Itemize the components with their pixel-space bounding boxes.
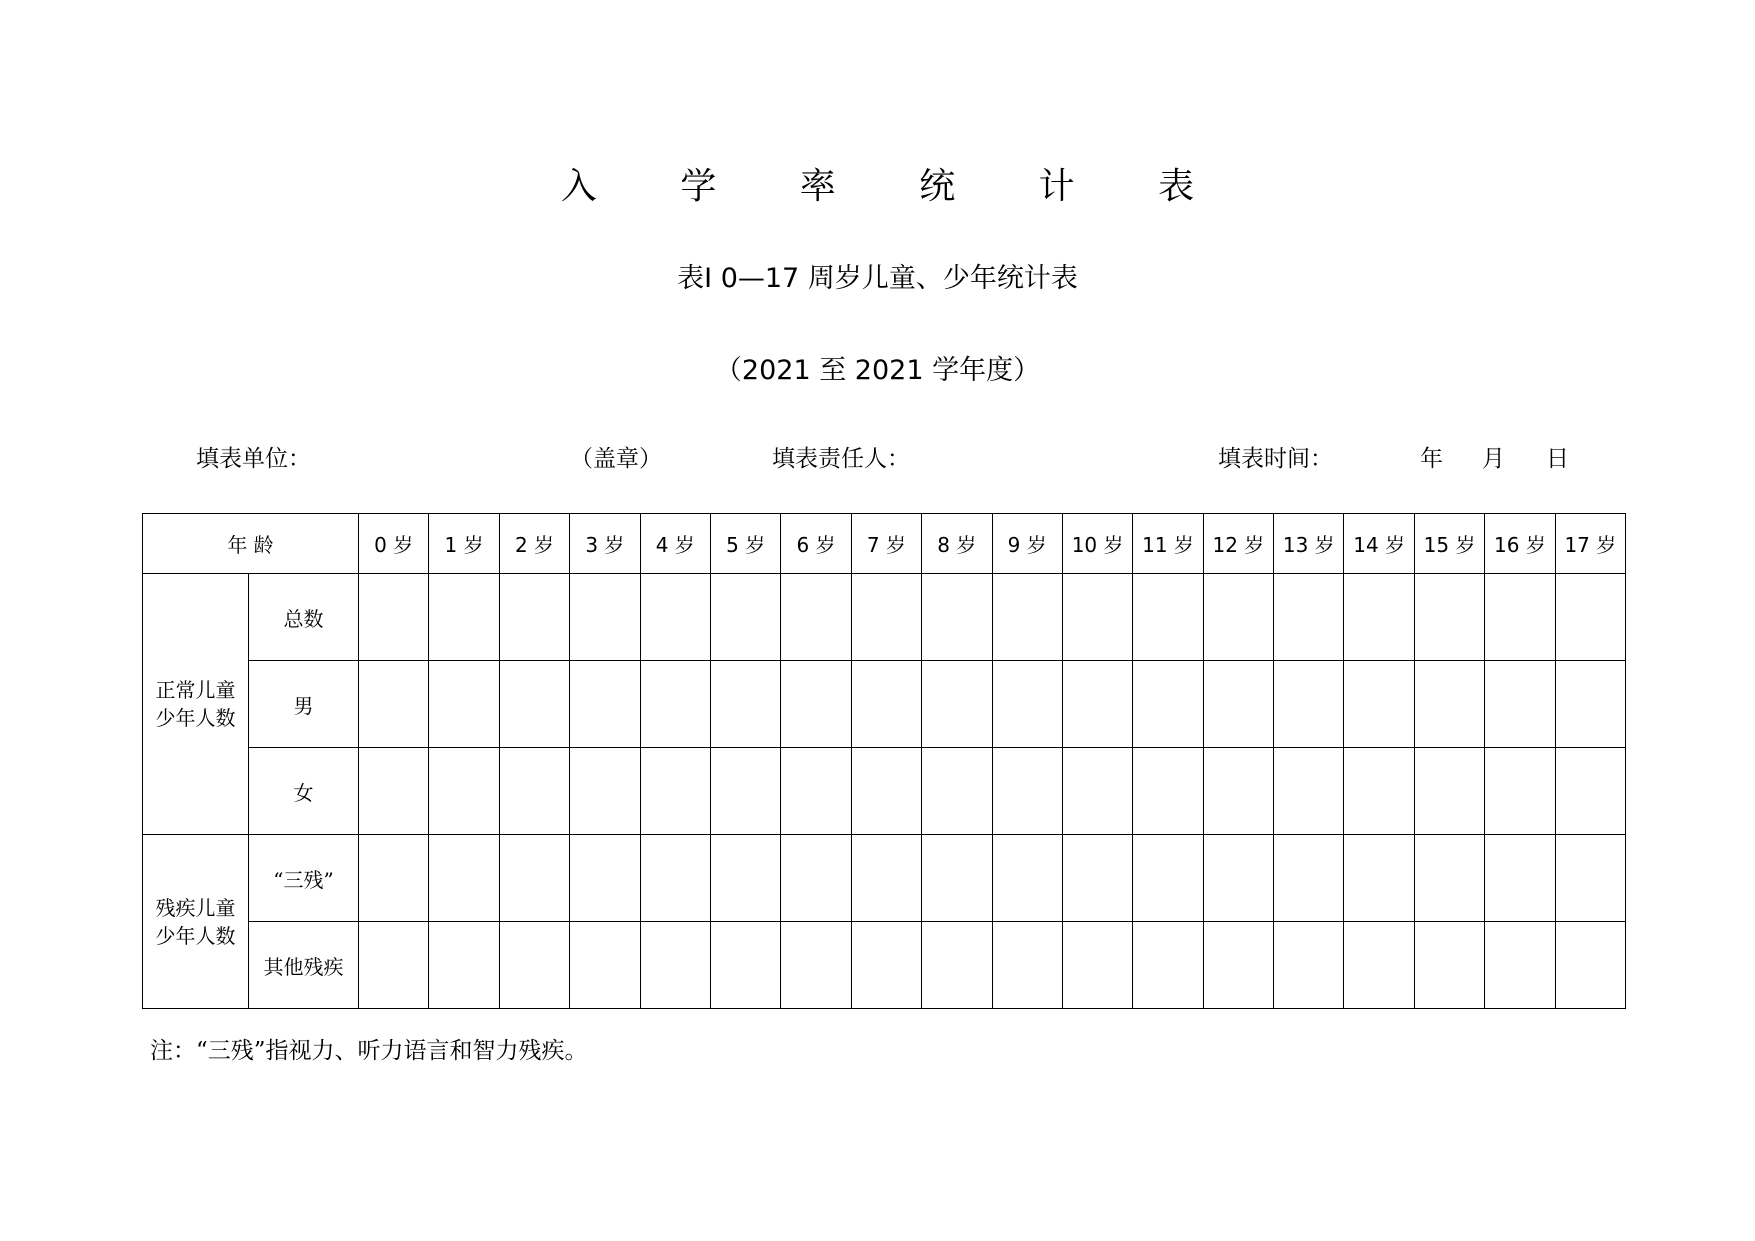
data-cell[interactable] xyxy=(992,835,1062,922)
data-cell[interactable] xyxy=(992,574,1062,661)
row-label: 女 xyxy=(249,748,359,835)
data-cell[interactable] xyxy=(1274,922,1344,1009)
age-column-header: 10 岁 xyxy=(1062,514,1132,574)
table-row xyxy=(143,661,1626,748)
data-cell[interactable] xyxy=(851,661,921,748)
data-cell[interactable] xyxy=(1133,661,1203,748)
data-cell[interactable] xyxy=(1062,835,1132,922)
data-cell[interactable] xyxy=(1414,748,1484,835)
data-cell[interactable] xyxy=(359,748,429,835)
data-cell[interactable] xyxy=(1344,574,1414,661)
data-cell[interactable] xyxy=(1062,922,1132,1009)
data-cell[interactable] xyxy=(710,922,780,1009)
data-cell[interactable] xyxy=(640,574,710,661)
data-cell[interactable] xyxy=(992,748,1062,835)
data-cell[interactable] xyxy=(710,661,780,748)
data-cell[interactable] xyxy=(359,661,429,748)
data-cell[interactable] xyxy=(1414,835,1484,922)
table-row xyxy=(143,748,1626,835)
data-cell[interactable] xyxy=(570,922,640,1009)
data-cell[interactable] xyxy=(781,661,851,748)
age-header-row xyxy=(143,514,1626,574)
data-cell[interactable] xyxy=(851,748,921,835)
data-cell[interactable] xyxy=(1133,922,1203,1009)
data-cell[interactable] xyxy=(1555,835,1625,922)
data-cell[interactable] xyxy=(922,661,992,748)
data-cell[interactable] xyxy=(1414,922,1484,1009)
data-cell[interactable] xyxy=(1344,748,1414,835)
data-cell[interactable] xyxy=(1133,748,1203,835)
group-label-line1: 残疾儿童 xyxy=(155,895,236,920)
data-cell[interactable] xyxy=(1062,661,1132,748)
data-cell[interactable] xyxy=(640,661,710,748)
data-cell[interactable] xyxy=(1555,922,1625,1009)
data-cell[interactable] xyxy=(1203,922,1273,1009)
data-cell[interactable] xyxy=(710,748,780,835)
data-cell[interactable] xyxy=(359,574,429,661)
data-cell[interactable] xyxy=(499,922,569,1009)
row-label: 男 xyxy=(249,661,359,748)
fill-year-label: 年 xyxy=(1420,446,1443,472)
age-column-header: 16 岁 xyxy=(1485,514,1555,574)
table-row xyxy=(143,574,1626,661)
data-cell[interactable] xyxy=(640,748,710,835)
age-column-header: 5 岁 xyxy=(710,514,780,574)
age-header: 年 龄 xyxy=(143,514,359,574)
row-label: “三残” xyxy=(249,835,359,922)
statistics-table xyxy=(142,513,1626,1009)
data-cell[interactable] xyxy=(1274,748,1344,835)
data-cell[interactable] xyxy=(851,922,921,1009)
age-column-header: 1 岁 xyxy=(429,514,499,574)
data-cell[interactable] xyxy=(359,922,429,1009)
data-cell[interactable] xyxy=(781,574,851,661)
data-cell[interactable] xyxy=(710,574,780,661)
data-cell[interactable] xyxy=(1344,835,1414,922)
data-cell[interactable] xyxy=(992,661,1062,748)
data-cell[interactable] xyxy=(499,748,569,835)
data-cell[interactable] xyxy=(922,835,992,922)
footnote: 注：“三残”指视力、听力语言和智力残疾。 xyxy=(150,1038,588,1064)
age-column-header: 14 岁 xyxy=(1344,514,1414,574)
data-cell[interactable] xyxy=(922,922,992,1009)
group-label xyxy=(143,835,249,1009)
data-cell[interactable] xyxy=(1133,835,1203,922)
age-column-header: 4 岁 xyxy=(640,514,710,574)
data-cell[interactable] xyxy=(992,922,1062,1009)
data-cell[interactable] xyxy=(1555,661,1625,748)
statistics-table-body xyxy=(143,514,1626,1009)
data-cell[interactable] xyxy=(1274,661,1344,748)
data-cell[interactable] xyxy=(1344,922,1414,1009)
data-cell[interactable] xyxy=(429,922,499,1009)
age-column-header: 7 岁 xyxy=(851,514,921,574)
age-column-header: 9 岁 xyxy=(992,514,1062,574)
data-cell[interactable] xyxy=(570,748,640,835)
fill-time-label: 填表时间： xyxy=(1218,446,1333,472)
table-row xyxy=(143,922,1626,1009)
data-cell[interactable] xyxy=(1344,661,1414,748)
data-cell[interactable] xyxy=(429,661,499,748)
fill-unit-label: 填表单位： xyxy=(196,446,311,472)
data-cell[interactable] xyxy=(570,661,640,748)
data-cell[interactable] xyxy=(570,574,640,661)
data-cell[interactable] xyxy=(1062,748,1132,835)
data-cell[interactable] xyxy=(429,835,499,922)
data-cell[interactable] xyxy=(429,748,499,835)
age-column-header: 12 岁 xyxy=(1203,514,1273,574)
group-label-line2: 少年人数 xyxy=(155,706,236,730)
group-label-line1: 正常儿童 xyxy=(155,678,236,702)
data-cell[interactable] xyxy=(1203,835,1273,922)
data-cell[interactable] xyxy=(499,661,569,748)
data-cell[interactable] xyxy=(499,574,569,661)
data-cell[interactable] xyxy=(1485,661,1555,748)
data-cell[interactable] xyxy=(781,748,851,835)
age-column-header: 3 岁 xyxy=(570,514,640,574)
age-column-header: 11 岁 xyxy=(1133,514,1203,574)
age-column-header: 2 岁 xyxy=(499,514,569,574)
data-cell[interactable] xyxy=(781,922,851,1009)
data-cell[interactable] xyxy=(1274,835,1344,922)
data-cell[interactable] xyxy=(1555,748,1625,835)
group-label-line2: 少年人数 xyxy=(155,923,236,948)
data-cell[interactable] xyxy=(851,574,921,661)
page-title: 入 学 率 统 计 表 xyxy=(560,166,1231,207)
data-cell[interactable] xyxy=(1203,748,1273,835)
age-column-header: 17 岁 xyxy=(1555,514,1625,574)
data-cell[interactable] xyxy=(1485,748,1555,835)
seal-label: （盖章） xyxy=(570,446,662,472)
data-cell[interactable] xyxy=(922,748,992,835)
data-cell[interactable] xyxy=(570,835,640,922)
age-column-header: 8 岁 xyxy=(922,514,992,574)
data-cell[interactable] xyxy=(922,574,992,661)
data-cell[interactable] xyxy=(710,835,780,922)
data-cell[interactable] xyxy=(1203,661,1273,748)
data-cell[interactable] xyxy=(429,574,499,661)
data-cell[interactable] xyxy=(1274,574,1344,661)
data-cell[interactable] xyxy=(1062,574,1132,661)
data-cell[interactable] xyxy=(359,835,429,922)
age-column-header: 15 岁 xyxy=(1414,514,1484,574)
data-cell[interactable] xyxy=(851,835,921,922)
data-cell[interactable] xyxy=(781,835,851,922)
data-cell[interactable] xyxy=(1555,574,1625,661)
age-column-header: 0 岁 xyxy=(359,514,429,574)
table-subtitle: 表Ⅰ 0—17 周岁儿童、少年统计表 xyxy=(677,263,1078,294)
data-cell[interactable] xyxy=(499,835,569,922)
age-column-header: 13 岁 xyxy=(1274,514,1344,574)
data-cell[interactable] xyxy=(1203,574,1273,661)
data-cell[interactable] xyxy=(1485,574,1555,661)
data-cell[interactable] xyxy=(640,835,710,922)
data-cell[interactable] xyxy=(1485,922,1555,1009)
row-label: 总数 xyxy=(249,574,359,661)
fill-month-label: 月 xyxy=(1482,446,1505,472)
data-cell[interactable] xyxy=(1414,574,1484,661)
data-cell[interactable] xyxy=(1485,835,1555,922)
fill-day-label: 日 xyxy=(1546,446,1569,472)
data-cell[interactable] xyxy=(640,922,710,1009)
row-label: 其他残疾 xyxy=(249,922,359,1009)
data-cell[interactable] xyxy=(1133,574,1203,661)
academic-year: （2021 至 2021 学年度） xyxy=(714,355,1041,386)
data-cell[interactable] xyxy=(1414,661,1484,748)
fill-person-label: 填表责任人： xyxy=(772,446,910,472)
age-column-header: 6 岁 xyxy=(781,514,851,574)
table-row xyxy=(143,835,1626,922)
group-label xyxy=(143,574,249,835)
